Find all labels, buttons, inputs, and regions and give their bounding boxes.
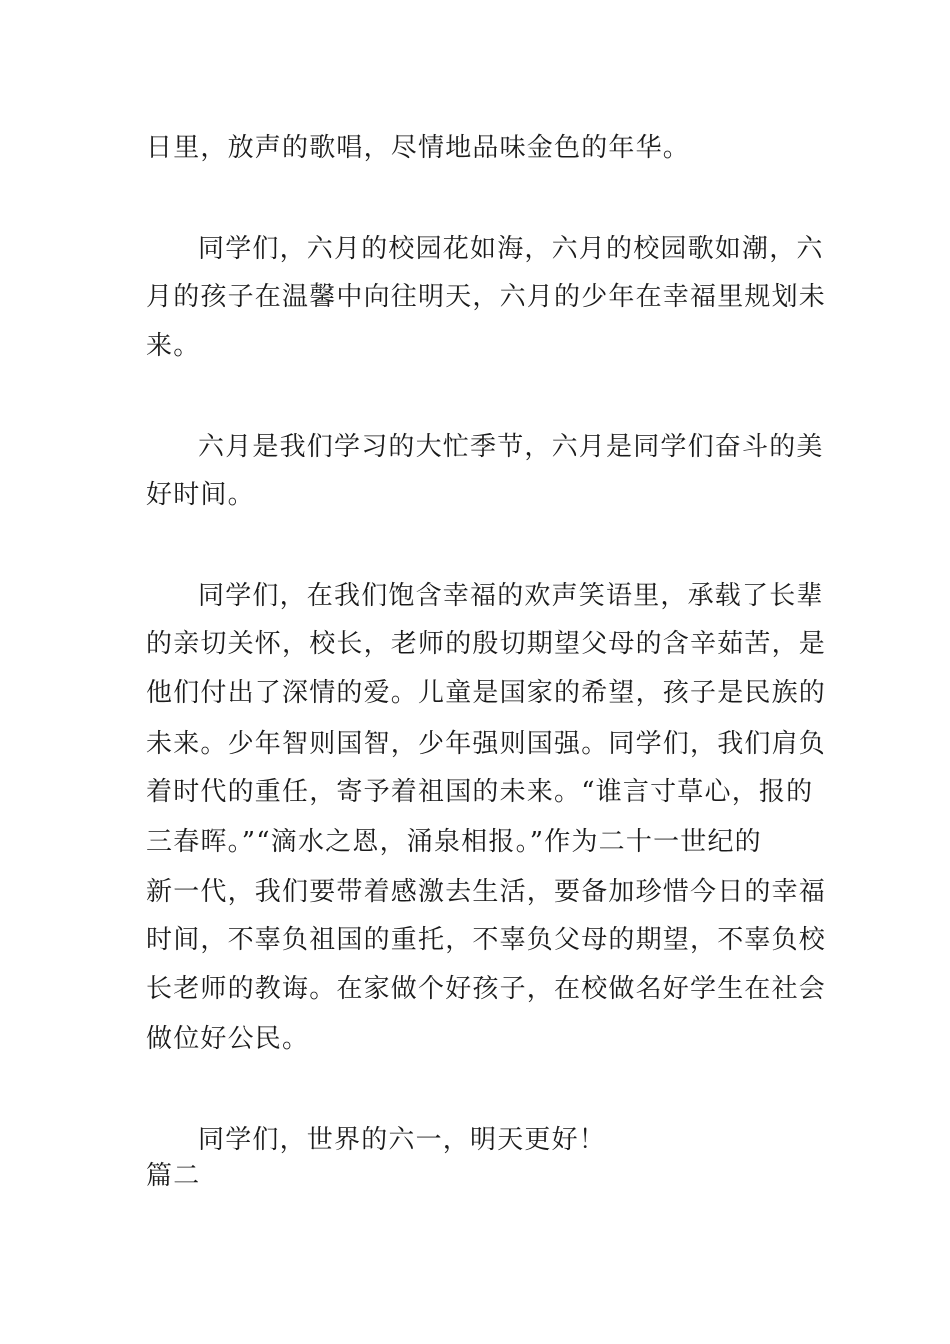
paragraph-line: 日里，放声的歌唱，尽情地品味金色的年华。 (146, 133, 691, 163)
paragraph-line: 同学们，六月的校园花如海，六月的校园歌如潮，六 (198, 234, 824, 264)
paragraph-line: 他们付出了深情的爱。儿童是国家的希望，孩子是民族的 (146, 678, 827, 708)
paragraph-line: 来。 (146, 331, 201, 361)
paragraph-line: 未来。少年智则国智，少年强则国强。同学们，我们肩负 (146, 729, 827, 759)
paragraph-line: 的亲切关怀，校长，老师的殷切期望父母的含辛茹苦，是 (146, 629, 827, 659)
paragraph-line: 六月是我们学习的大忙季节，六月是同学们奋斗的美 (198, 432, 824, 462)
paragraph-line: 长老师的教诲。在家做个好孩子，在校做名好学生在社会 (146, 974, 827, 1004)
paragraph-line: 同学们，在我们饱含幸福的欢声笑语里，承载了长辈 (198, 581, 824, 611)
paragraph-line: 月的孩子在温馨中向往明天，六月的少年在幸福里规划未 (146, 282, 827, 312)
paragraph-line: 三春晖。”“滴水之恩，涌泉相报。”作为二十一世纪的 (146, 827, 762, 857)
paragraph-line: 着时代的重任，寄予着祖国的未来。“谁言寸草心，报的 (146, 777, 814, 807)
paragraph-line: 新一代，我们要带着感激去生活，要备加珍惜今日的幸福 (146, 877, 827, 907)
paragraph-line: 时间，不辜负祖国的重托，不辜负父母的期望，不辜负校 (146, 925, 827, 955)
paragraph-line: 做位好公民。 (146, 1024, 310, 1054)
paragraph-line: 好时间。 (146, 480, 255, 510)
paragraph-line: 同学们，世界的六一，明天更好！ (198, 1125, 607, 1155)
section-heading: 篇二 (146, 1161, 201, 1191)
